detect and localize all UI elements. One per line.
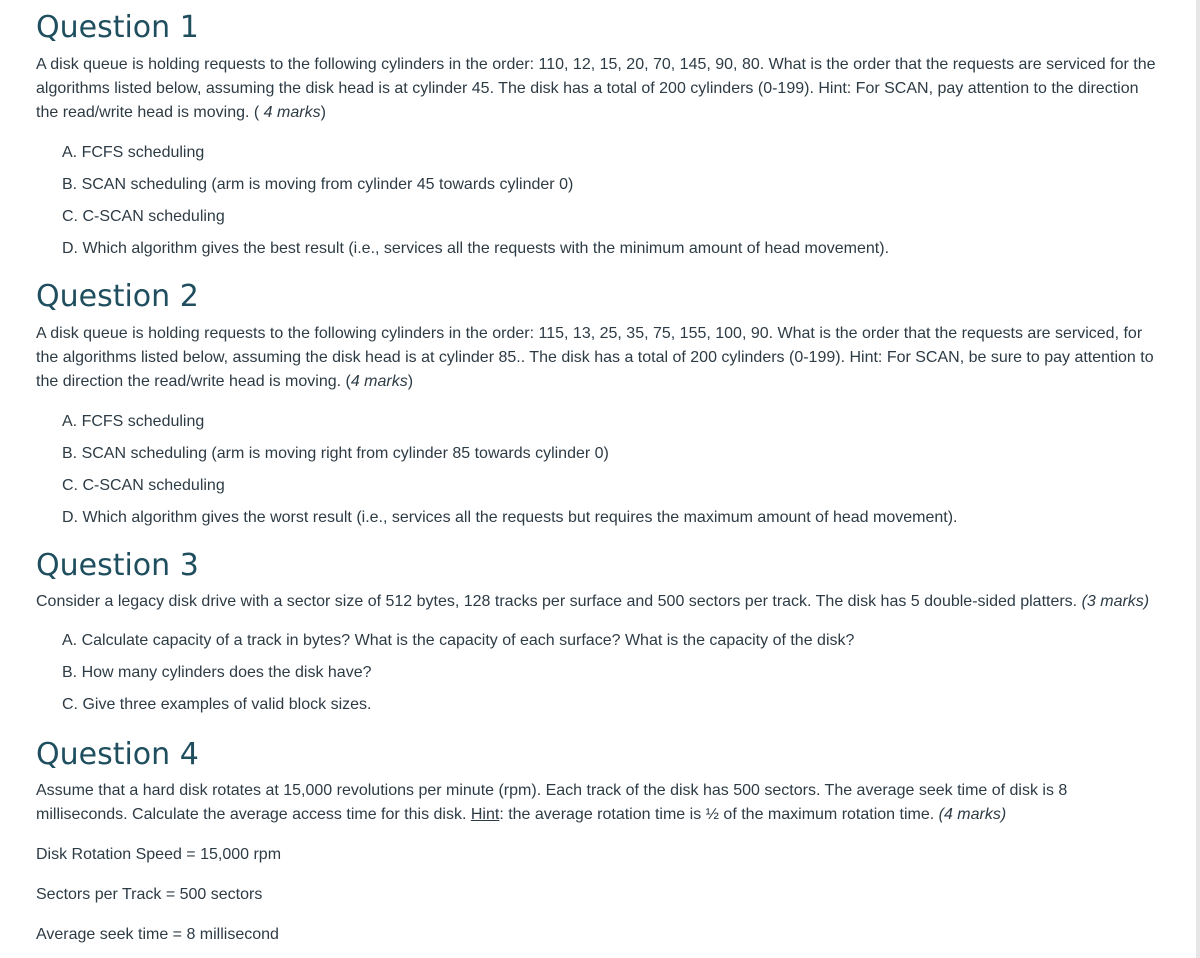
question-4-title: Question 4: [36, 737, 199, 772]
question-4-hint-text: : the average rotation time is ½ of the maximum rotation time.: [499, 806, 939, 823]
given-average-seek-time: Average seek time = 8 millisecond: [36, 926, 279, 943]
question-1-option-a: A. FCFS scheduling: [62, 144, 205, 161]
question-2-option-a: A. FCFS scheduling: [62, 413, 205, 430]
given-rotation-speed: Disk Rotation Speed = 15,000 rpm: [36, 846, 282, 863]
question-1-title: Question 1: [36, 10, 199, 45]
question-4-hint-label: Hint: [470, 806, 500, 823]
question-3-body: Consider a legacy disk drive with a sector size of 512 bytes, 128 tracks per surface and 500 sectors per track. The disk has 5 double-sided platters.: [36, 593, 1082, 610]
question-2-option-b: B. SCAN scheduling (arm is moving right from cylinder 85 towards cylinder 0): [62, 445, 609, 462]
question-1-body: A disk queue is holding requests to the following cylinders in the order: 110, 12, 15, 20, 70, 145, 90, 80. What is the order that the requests are serviced for the algorithms listed below, assuming the disk head is at cylinder 45. The disk has a total of 200 cylinders (0-199). Hint: For SCAN, pay attention to the direction the read/write head is moving. (: [36, 56, 1156, 121]
question-3-option-a: A. Calculate capacity of a track in bytes? What is the capacity of each surface? What is the capacity of the disk?: [62, 632, 855, 649]
question-1-option-d: D. Which algorithm gives the best result (i.e., services all the requests with the minimum amount of head movement).: [62, 240, 890, 257]
scrollbar-track[interactable]: [1196, 0, 1200, 958]
question-4-body: Assume that a hard disk rotates at 15,000 revolutions per minute (rpm). Each track of the disk has 500 sectors. The average seek time of disk is 8 milliseconds. Calculate the average access time for this disk.: [36, 782, 1068, 823]
question-3-option-c: C. Give three examples of valid block sizes.: [62, 696, 372, 713]
question-2-option-c: C. C-SCAN scheduling: [62, 477, 225, 494]
question-2-option-d: D. Which algorithm gives the worst result (i.e., services all the requests but requires the maximum amount of head movement).: [62, 509, 958, 526]
question-4-text: [36, 779, 1160, 827]
question-1-option-b: B. SCAN scheduling (arm is moving from cylinder 45 towards cylinder 0): [62, 176, 574, 193]
question-3-options: [62, 629, 854, 725]
question-2-text: A disk queue is holding requests to the following cylinders in the order: 115, 13, 25, 35, 75, 155, 100, 90. What is the order that the requests are serviced, for the algorithms listed below, assuming the disk head is at cylinder 85.. The disk has a total of 200 cylinders (0-199). Hint: For SCAN, be sure to pay attention to the direction the read/write head is moving. (4 marks): [36, 325, 1154, 390]
question-2-body: A disk queue is holding requests to the following cylinders in the order: 115, 13, 25, 35, 75, 155, 100, 90. What is the order that the requests are serviced, for the algorithms listed below, assuming the disk head is at cylinder 85.. The disk has a total of 200 cylinders (0-199). Hint: For SCAN, be sure to pay attention to the direction the read/write head is moving. (: [36, 325, 1154, 390]
question-3-text: [36, 590, 1160, 614]
question-1-options: [62, 141, 889, 269]
question-2-title: Question 2: [36, 279, 199, 314]
given-sectors-per-track: Sectors per Track = 500 sectors: [36, 886, 263, 903]
question-4-marks: (4 marks): [938, 806, 1007, 823]
question-1-marks: 4 marks: [263, 104, 321, 121]
question-3-option-b: B. How many cylinders does the disk have?: [62, 664, 372, 681]
question-1-text: A disk queue is holding requests to the following cylinders in the order: 110, 12, 15, 20, 70, 145, 90, 80. What is the order that the requests are serviced for the algorithms listed below, assuming the disk head is at cylinder 45. The disk has a total of 200 cylinders (0-199). Hint: For SCAN, pay attention to the direction the read/write head is moving. ( 4 marks): [36, 56, 1156, 121]
question-1-option-c: C. C-SCAN scheduling: [62, 208, 225, 225]
question-3-title: Question 3: [36, 548, 199, 583]
question-3-marks: (3 marks): [1081, 593, 1150, 610]
question-2-options: [62, 410, 957, 538]
question-2-marks: 4 marks: [350, 373, 408, 390]
